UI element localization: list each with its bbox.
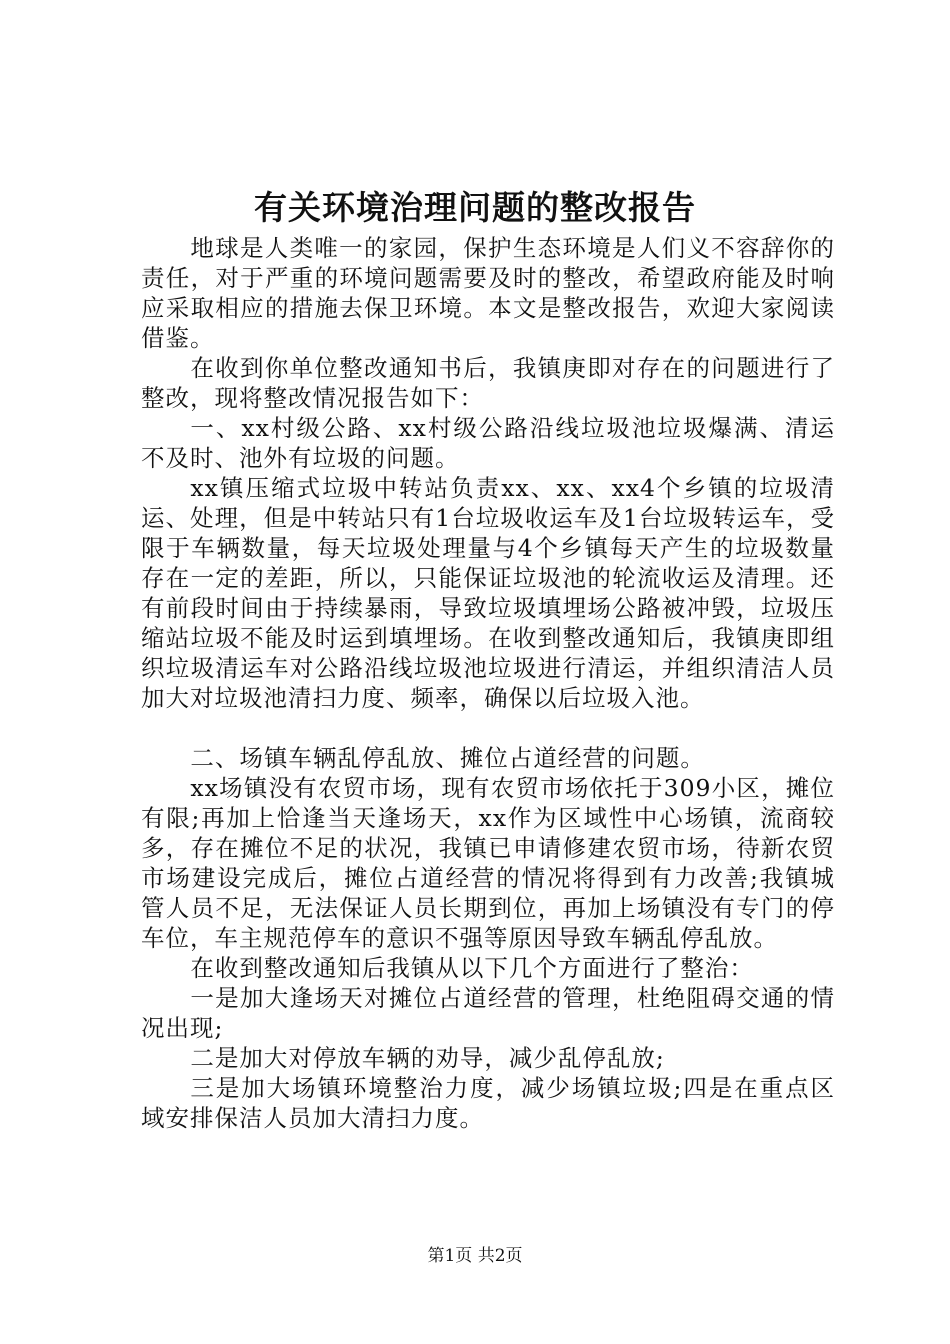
measure-item-3: 三是加大场镇环境整治力度，减少场镇垃圾;四是在重点区域安排保洁人员加大清扫力度。 [141, 1074, 835, 1132]
paragraph-opening: 在收到你单位整改通知书后，我镇庚即对存在的问题进行了整改，现将整改情况报告如下： [141, 354, 835, 412]
measure-item-2: 二是加大对停放车辆的劝导，减少乱停乱放; [190, 1044, 665, 1072]
section-heading-2: 二、场镇车辆乱停乱放、摊位占道经营的问题。 [190, 744, 705, 772]
page-footer: 第1页 共2页 [427, 1246, 523, 1266]
document-body [141, 233, 835, 1133]
section-heading-1: 一、xx村级公路、xx村级公路沿线垃圾池垃圾爆满、清运不及时、池外有垃圾的问题。 [141, 414, 835, 472]
paragraph-section-2: xx场镇没有农贸市场，现有农贸市场依托于309小区，摊位有限;再加上恰逢当天逢场天，xx作为区域性中心场镇，流商较多，存在摊位不足的状况，我镇已申请修建农贸市场，待新农贸市场建设完成后，摊位占道经营的情况将得到有力改善;我镇城管人员不足，无法保证人员长期到位，再加上场镇没有专门的停车位，车主规范停车的意识不强等原因导致车辆乱停乱放。 [141, 774, 835, 952]
paragraph-section-1: xx镇压缩式垃圾中转站负责xx、xx、xx4个乡镇的垃圾清运、处理，但是中转站只有1台垃圾收运车及1台垃圾转运车，受限于车辆数量，每天垃圾处理量与4个乡镇每天产生的垃圾数量存在一定的差距，所以，只能保证垃圾池的轮流收运及清理。还有前段时间由于持续暴雨，导致垃圾填埋场公路被冲毁，垃圾压缩站垃圾不能及时运到填埋场。在收到整改通知后，我镇庚即组织垃圾清运车对公路沿线垃圾池垃圾进行清运，并组织清洁人员加大对垃圾池清扫力度、频率，确保以后垃圾入池。 [141, 474, 835, 712]
measure-item-1: 一是加大逢场天对摊位占道经营的管理，杜绝阻碍交通的情况出现; [141, 984, 835, 1042]
document-title: 有关环境治理问题的整改报告 [254, 188, 696, 227]
paragraph-intro: 地球是人类唯一的家园，保护生态环境是人们义不容辞你的责任，对于严重的环境问题需要及时的整改，希望政府能及时响应采取相应的措施去保卫环境。本文是整改报告，欢迎大家阅读借鉴。 [141, 234, 835, 352]
paragraph-measures-intro: 在收到整改通知后我镇从以下几个方面进行了整治： [190, 954, 754, 982]
